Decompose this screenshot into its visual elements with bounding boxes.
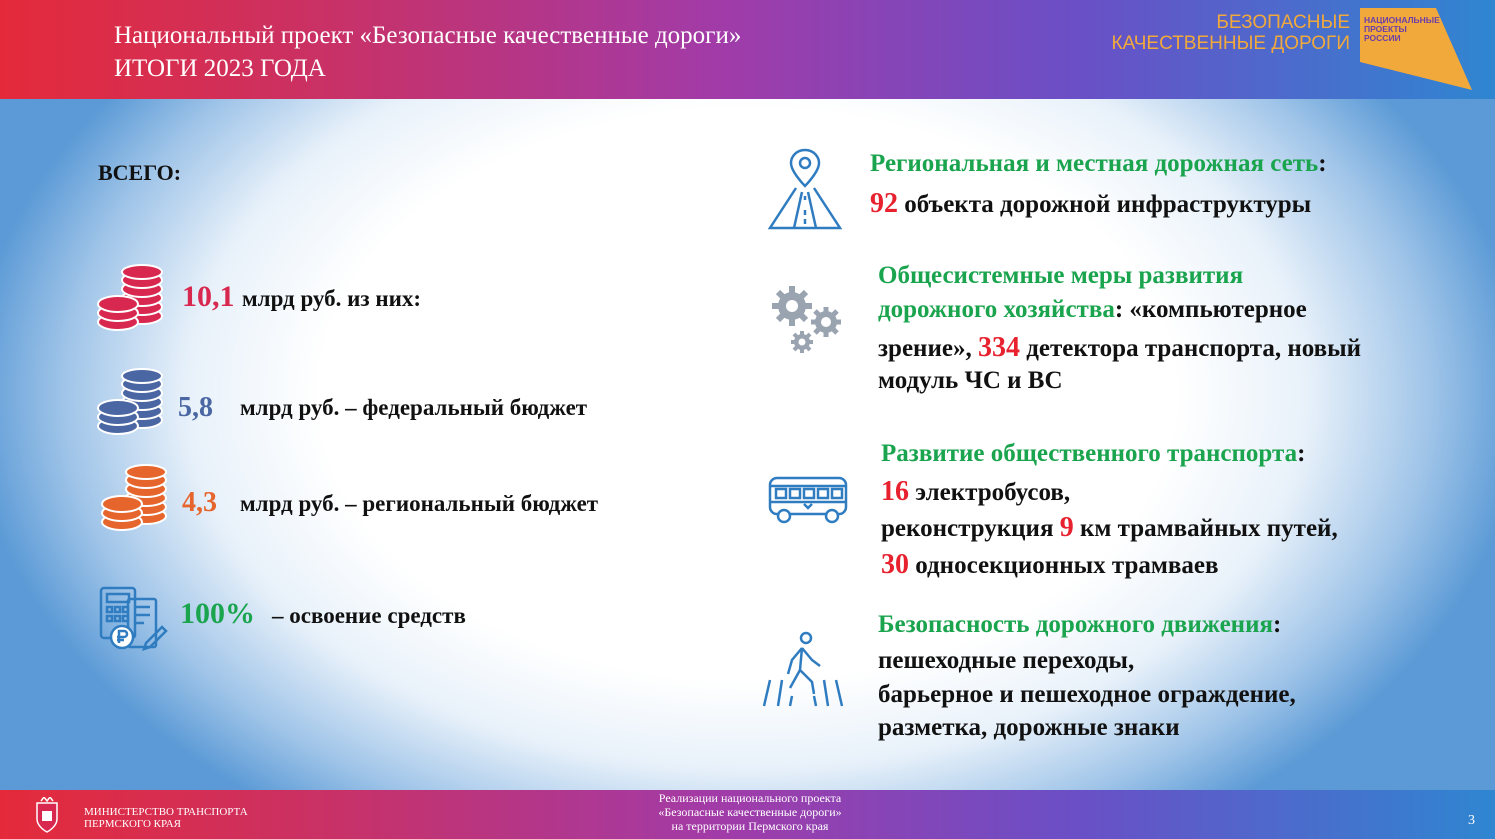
federal-text: млрд руб. – федеральный бюджет	[240, 395, 588, 420]
total-label: ВСЕГО:	[98, 160, 182, 185]
road-detail-row	[870, 188, 1311, 220]
safety-line2: барьерное и пешеходное ограждение,	[878, 681, 1296, 708]
transport-colon: :	[1297, 440, 1306, 467]
road-location-icon	[766, 148, 848, 232]
logo-line1: БЕЗОПАСНЫЕ	[1216, 12, 1350, 33]
system-value: 334	[977, 332, 1020, 363]
coins-red-icon	[96, 264, 168, 334]
transport-text3: односекционных трамваев	[915, 552, 1219, 579]
footer-line3: на территории Пермского края	[671, 819, 829, 833]
regional-value: 4,3	[182, 487, 217, 518]
np-line1: НАЦИОНАЛЬНЫЕ	[1364, 15, 1440, 25]
usage-text: – освоение средств	[272, 603, 466, 628]
bus-icon	[766, 474, 850, 524]
road-title: Региональная и местная дорожная сеть	[870, 150, 1319, 177]
calculator-document-icon	[98, 585, 170, 655]
total-value: 10,1	[182, 280, 235, 313]
total-amount-row	[182, 280, 421, 314]
footer-line1: Реализации национального проекта	[658, 791, 842, 805]
transport-title: Развитие общественного транспорта	[881, 440, 1298, 467]
page-subtitle: ИТОГИ 2023 ГОДА	[114, 55, 326, 82]
footer-caption	[600, 791, 900, 833]
ministry-line1: МИНИСТЕРСТВО ТРАНСПОРТА	[84, 806, 248, 818]
transport-value3: 30	[881, 549, 909, 580]
page-title: Национальный проект «Безопасные качественные дороги»	[114, 22, 742, 49]
system-title1: Общесистемные меры развития	[878, 262, 1244, 289]
ministry-line2: ПЕРМСКОГО КРАЯ	[84, 818, 182, 830]
transport-line1	[881, 476, 1070, 508]
usage-value: 100%	[180, 597, 255, 630]
federal-value: 5,8	[178, 392, 213, 423]
np-line2: ПРОЕКТЫ	[1364, 24, 1407, 34]
road-text: объекта дорожной инфраструктуры	[904, 191, 1312, 218]
transport-text1: электробусов,	[915, 479, 1071, 506]
road-title-row	[870, 150, 1327, 178]
transport-value1: 16	[881, 476, 909, 507]
safety-title-row	[878, 611, 1281, 639]
coins-blue-icon	[96, 368, 168, 438]
system-line3-rest: детектора транспорта, новый	[1019, 335, 1362, 362]
transport-line3	[881, 549, 1219, 581]
page-number: 3	[1468, 813, 1475, 828]
safety-line1: пешеходные переходы,	[878, 647, 1135, 674]
system-title-line1	[878, 262, 1243, 290]
system-line2-rest: : «компьютерное	[1114, 296, 1307, 323]
pedestrian-crossing-icon	[762, 630, 844, 710]
transport-line2	[881, 512, 1338, 544]
logo-line2: КАЧЕСТВЕННЫЕ ДОРОГИ	[1111, 33, 1350, 54]
safety-colon: :	[1273, 611, 1282, 638]
system-line2	[878, 296, 1307, 324]
system-line4: модуль ЧС и ВС	[878, 367, 1063, 394]
transport-value2: 9	[1059, 512, 1074, 543]
system-line3	[878, 332, 1361, 364]
project-logo-text	[1112, 12, 1350, 54]
footer-line2: «Безопасные качественные дороги»	[658, 805, 842, 819]
transport-line2-rest: км трамвайных путей,	[1073, 515, 1338, 542]
safety-title: Безопасность дорожного движения	[878, 611, 1273, 638]
np-line3: РОССИИ	[1364, 33, 1401, 43]
coins-orange-icon	[100, 464, 172, 534]
transport-line2-start: реконструкция	[881, 515, 1060, 542]
system-line3-start: зрение»,	[878, 335, 978, 362]
perm-crest-icon	[36, 797, 58, 833]
transport-title-row	[881, 440, 1305, 468]
regional-text: млрд руб. – региональный бюджет	[240, 491, 599, 516]
road-value: 92	[870, 188, 898, 219]
system-title2: дорожного хозяйства	[878, 296, 1115, 323]
national-projects-label	[1364, 16, 1440, 43]
total-text: млрд руб. из них:	[242, 286, 422, 311]
road-colon: :	[1318, 150, 1327, 177]
gears-icon	[770, 282, 846, 356]
safety-line3: разметка, дорожные знаки	[878, 714, 1180, 741]
ministry-name	[84, 806, 248, 830]
